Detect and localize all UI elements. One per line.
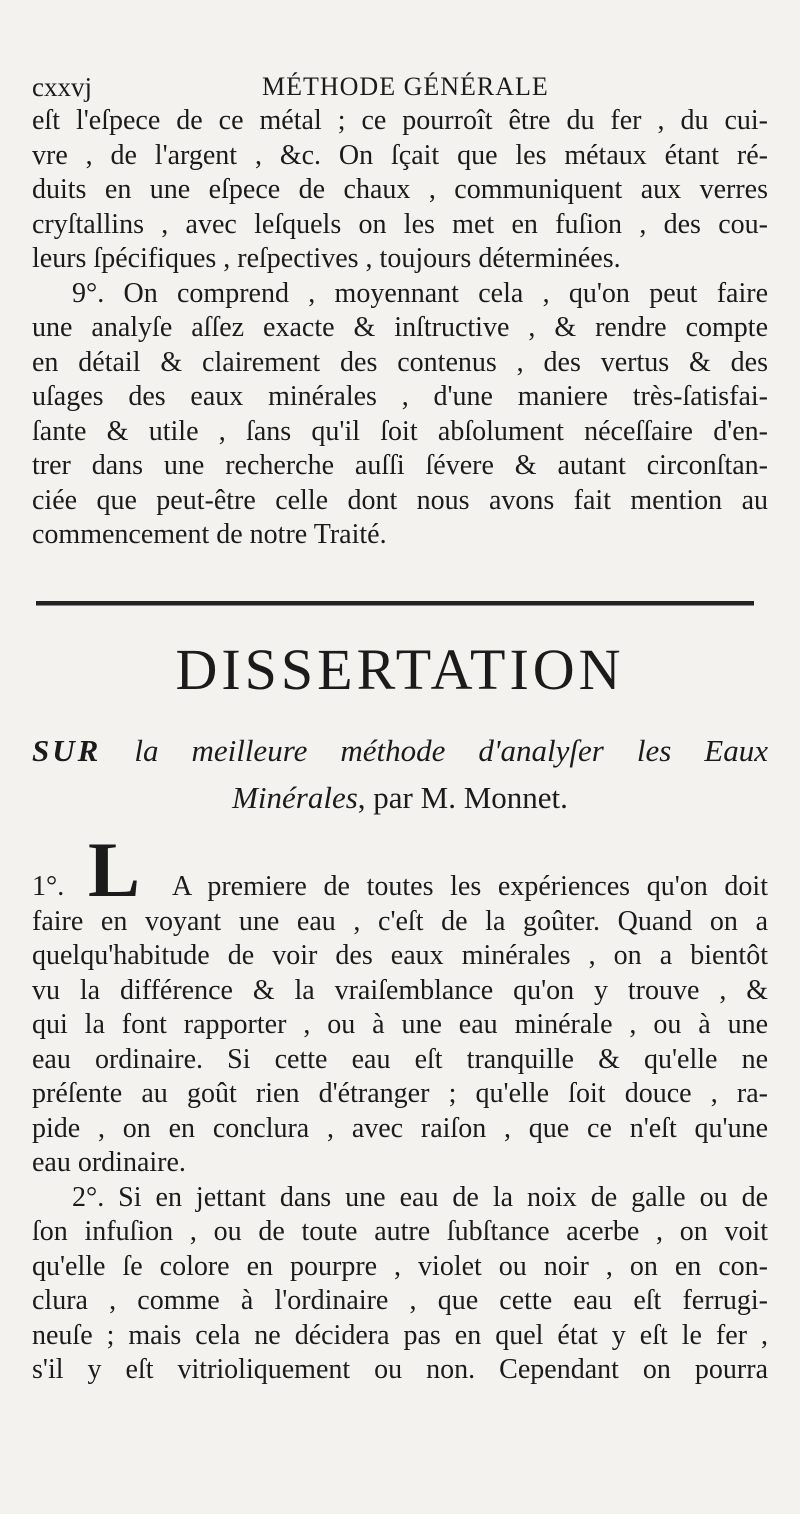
text-line: clura , comme à l'ordinaire , que cette eau eſt ferrugi- (32, 1285, 768, 1316)
paragraph-number: 1°. (32, 871, 65, 902)
text-line: neuſe ; mais cela ne décidera pas en quel état y eſt le fer , (32, 1319, 768, 1351)
text-line: s'il y eſt vitrioliquement ou non. Cependant on pourra (32, 1354, 768, 1385)
dissertation-subtitle (32, 733, 768, 769)
page-number: cxxvj (32, 72, 92, 102)
text-line: vu la différence & la vraiſemblance qu'on y trouve , & (32, 974, 768, 1006)
dissertation-title: DISSERTATION (175, 637, 625, 702)
text-line: faire en voyant une eau , c'eſt de la goûter. Quand on a (32, 905, 768, 937)
section-divider (36, 601, 754, 606)
text-line: leurs ſpécifiques , reſpectives , toujours déterminées. (32, 243, 621, 274)
text-line: pide , on en conclura , avec raiſon , que ce n'eſt qu'une (32, 1112, 768, 1144)
subtitle-author: , par M. Monnet. (357, 780, 568, 815)
text-line: eau ordinaire. (32, 1147, 186, 1178)
text-line: une analyſe aſſez exacte & inſtructive , & rendre compte (32, 312, 768, 343)
body-paragraphs (32, 870, 768, 1388)
text-line: qu'elle ſe colore en pourpre , violet ou noir , on en con- (32, 1250, 768, 1282)
drop-cap: L (88, 826, 141, 913)
text-line: ſante & utile , ſans qu'il ſoit abſolument néceſſaire d'en- (32, 415, 768, 447)
text-line: vre , de l'argent , &c. On ſçait que les métaux étant ré- (32, 139, 768, 171)
text-line: quelqu'habitude de voir des eaux minérales , on a bientôt (32, 940, 768, 971)
subtitle-text: la meilleure méthode d'analyſer les Eaux (134, 733, 768, 768)
text-line: cryſtallins , avec leſquels on les met en fuſion , des cou- (32, 208, 768, 240)
text-line: 9°. On comprend , moyennant cela , qu'on peut faire (72, 277, 768, 309)
text-line: eau ordinaire. Si cette eau eſt tranquille & qu'elle ne (32, 1043, 768, 1075)
text-line: trer dans une recherche auſſi ſévere & autant circonſtan- (32, 450, 768, 481)
text-line: 2°. Si en jettant dans une eau de la noix de galle ou de (72, 1181, 768, 1213)
running-head: MÉTHODE GÉNÉRALE (262, 72, 549, 101)
text-line: ciée que peut-être celle dont nous avons fait mention au (32, 484, 768, 516)
first-line-text: A premiere de toutes les expériences qu'on doit (172, 871, 768, 902)
subtitle-minerales: Minérales (232, 780, 358, 815)
text-line: en détail & clairement des contenus , des vertus & des (32, 346, 768, 378)
text-line: qui la font rapporter , ou à une eau minérale , ou à une (32, 1009, 768, 1040)
text-line: duits en une eſpece de chaux , communiquent aux verres (32, 174, 768, 205)
text-line: ſon infuſion , ou de toute autre ſubſtance acerbe , on voit (32, 1216, 768, 1247)
text-line: eſt l'eſpece de ce métal ; ce pourroît être du fer , du cui- (32, 105, 768, 136)
first-text-line (32, 870, 768, 905)
top-paragraphs (32, 104, 768, 553)
subtitle-sur: SUR (32, 733, 102, 768)
text-line: commencement de notre Traité. (32, 519, 387, 550)
text-line: uſages des eaux minérales , d'une maniere très-ſatisfai- (32, 381, 768, 412)
dissertation-byline (0, 780, 800, 816)
text-line: préſente au goût rien d'étranger ; qu'elle ſoit douce , ra- (32, 1078, 768, 1109)
